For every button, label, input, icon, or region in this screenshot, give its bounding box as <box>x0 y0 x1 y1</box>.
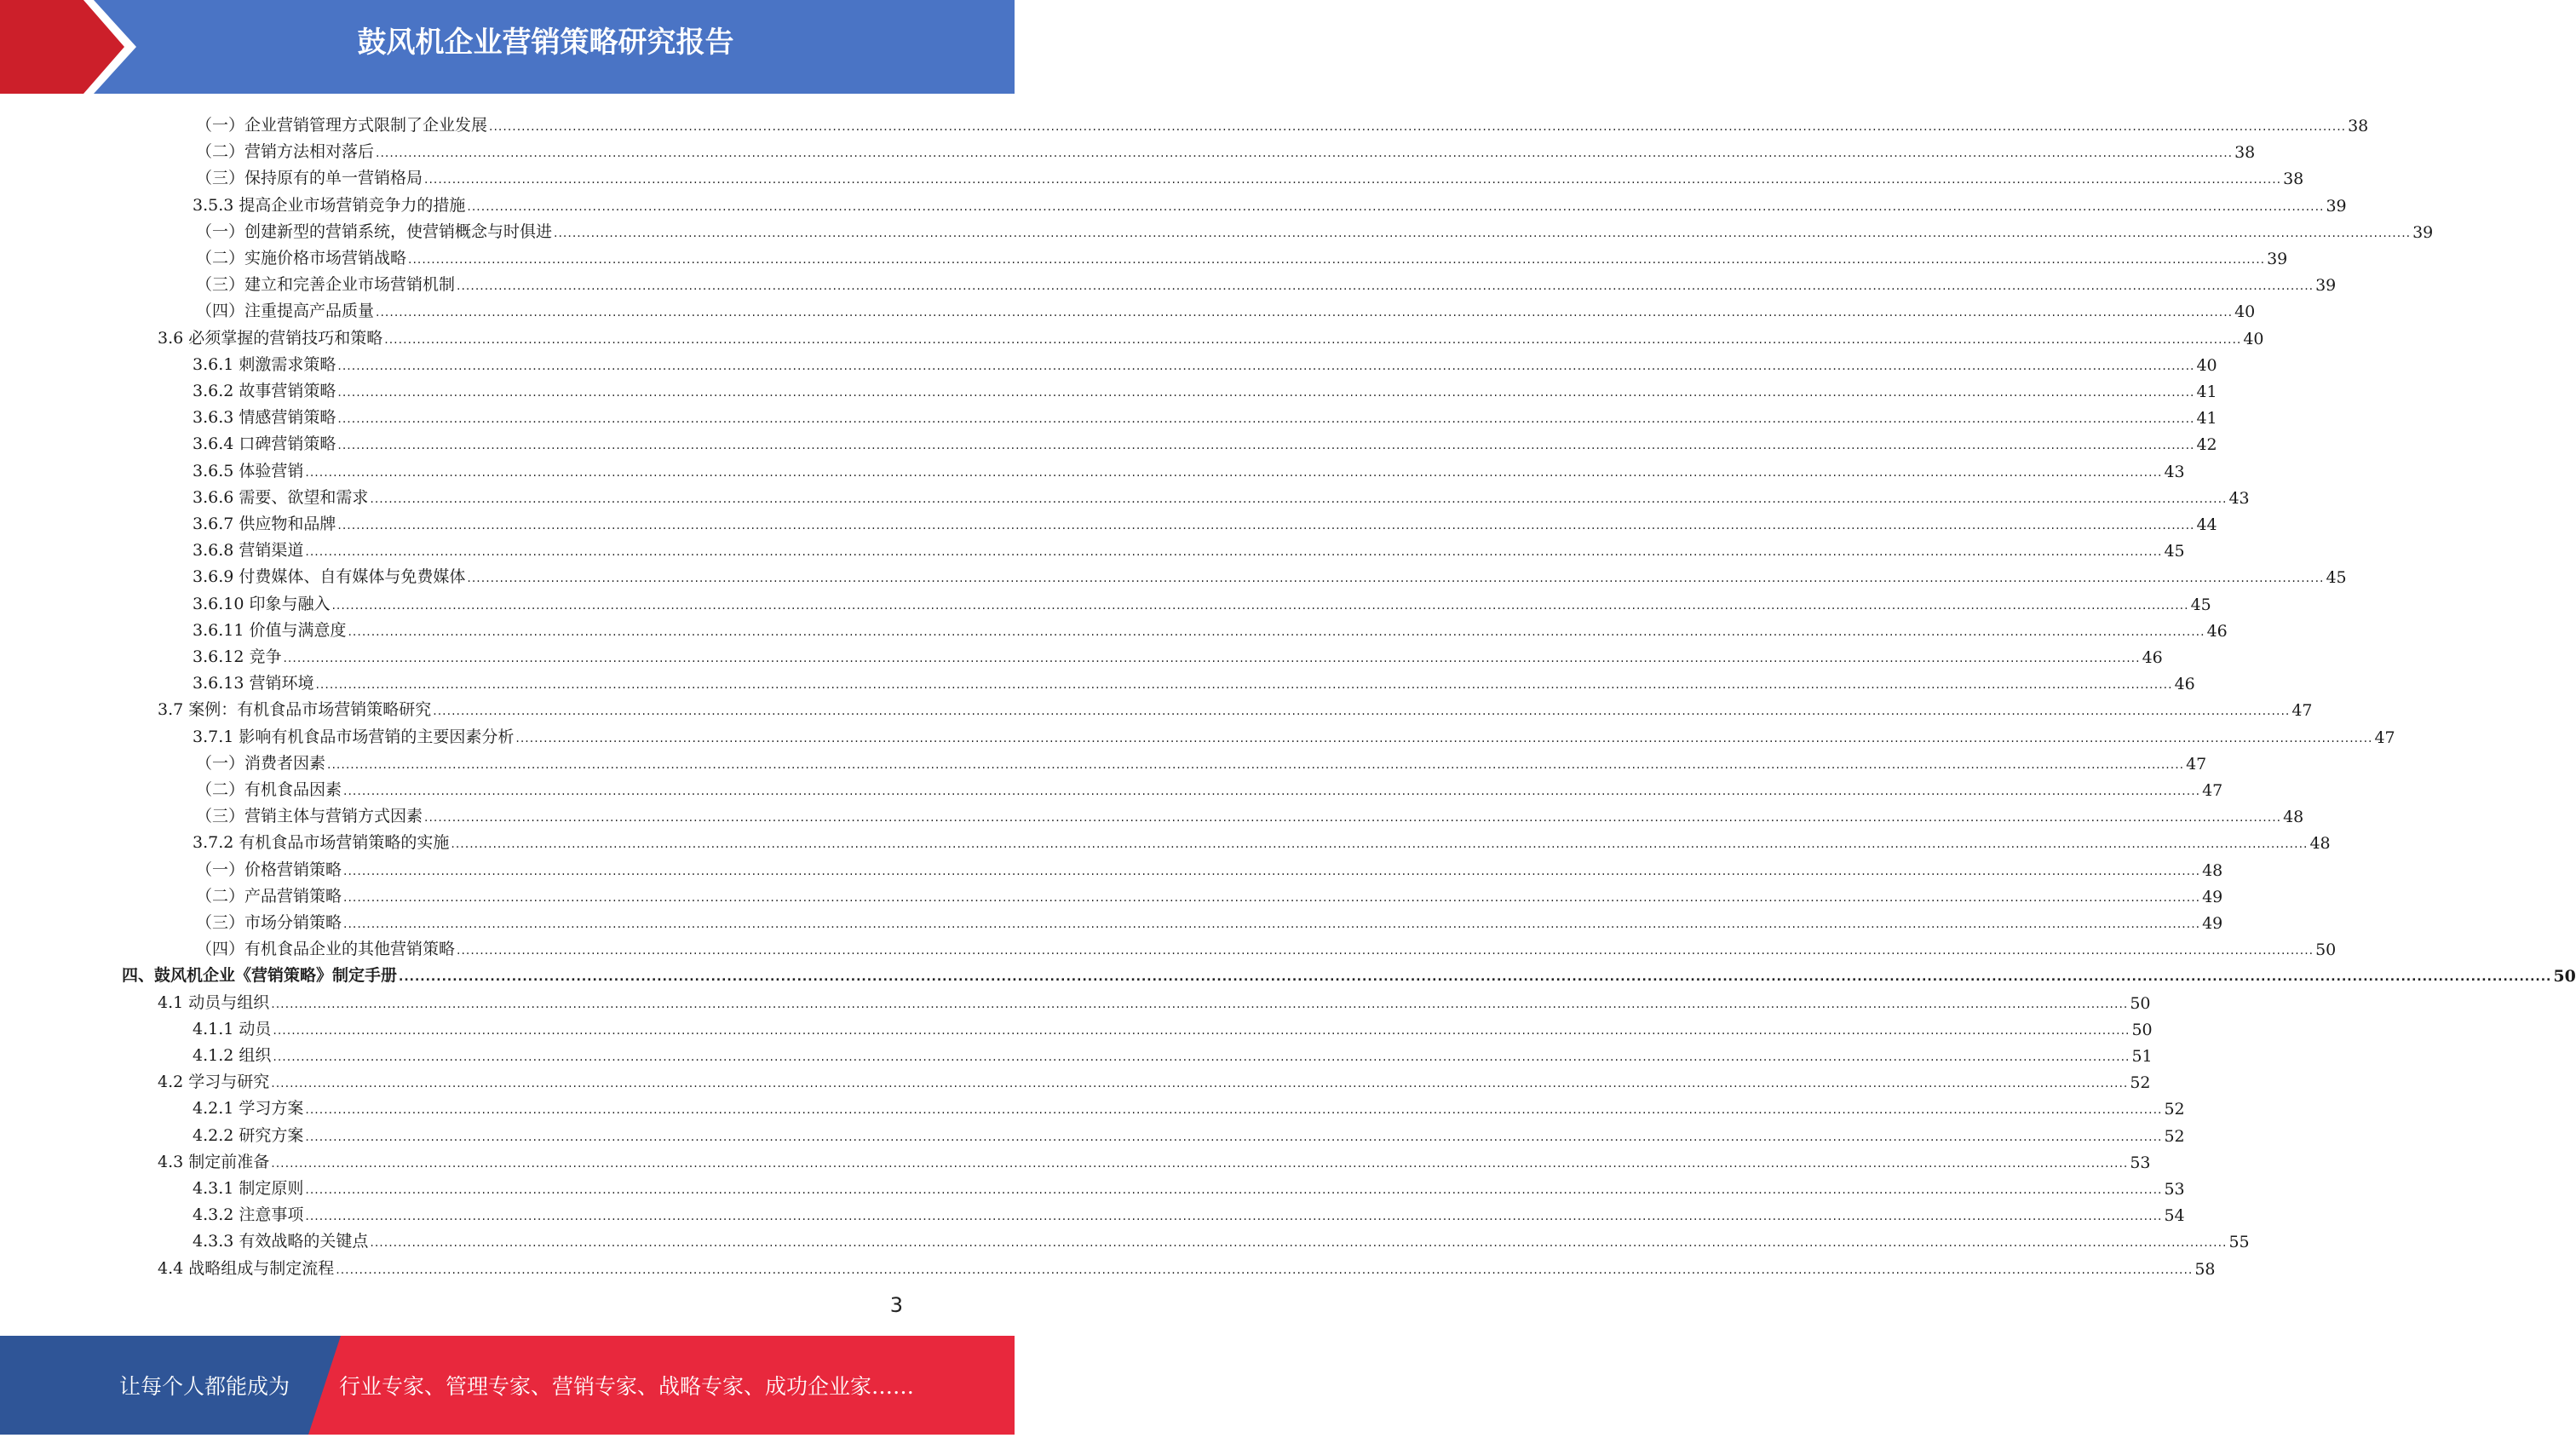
toc-entry-title: 4.1.2 组织 <box>193 1046 272 1065</box>
footer-slogan-right: 行业专家、管理专家、营销专家、战略专家、成功企业家…… <box>339 1374 915 1399</box>
toc-entry-title: 3.6.6 需要、欲望和需求 <box>193 487 369 507</box>
toc-leader-dots: ................................................................................................................................................................................................................................................................................................................................................................................................................ <box>376 306 2234 320</box>
toc-entry-page: 41 <box>2196 409 2217 429</box>
toc-entry[interactable] <box>193 508 2217 534</box>
toc-entry-page: 55 <box>2228 1233 2250 1252</box>
toc-entry-title: 4.2.1 学习方案 <box>193 1099 304 1119</box>
toc-entry-page: 52 <box>2130 1073 2151 1093</box>
toc-entry-page: 38 <box>2348 117 2369 135</box>
toc-entry-page: 46 <box>2206 621 2228 641</box>
toc-entry[interactable] <box>193 1013 2153 1039</box>
toc-entry-title: 4.3.1 制定原则 <box>193 1179 304 1198</box>
toc-entry-title: 3.6.12 竞争 <box>193 647 282 666</box>
toc-entry[interactable] <box>196 774 2223 800</box>
toc-entry-title: 3.6.9 付费媒体、自有媒体与免费媒体 <box>193 567 466 587</box>
toc-entry-page: 53 <box>2164 1180 2185 1199</box>
toc-entry-title: 4.2 学习与研究 <box>158 1073 270 1092</box>
toc-entry-page: 48 <box>2283 808 2304 827</box>
toc-entry-page: 50 <box>2553 967 2576 986</box>
toc-entry-title: （三）营销主体与营销方式因素 <box>196 807 423 826</box>
toc-entry[interactable] <box>193 1225 2250 1252</box>
toc-entry[interactable] <box>122 959 2576 986</box>
toc-entry-title: （一）消费者因素 <box>196 753 326 773</box>
toc-entry-page: 42 <box>2196 435 2217 455</box>
toc-leader-dots: ................................................................................................................................................................................................................................................................................................................................................................................................................ <box>315 678 2173 693</box>
toc-entry-title: 3.5.3 提高企业市场营销竞争力的措施 <box>193 195 466 215</box>
toc-leader-dots: ................................................................................................................................................................................................................................................................................................................................................................................................................ <box>273 1023 2130 1038</box>
toc-leader-dots: ................................................................................................................................................................................................................................................................................................................................................................................................................ <box>384 332 2242 347</box>
toc-entry[interactable] <box>193 428 2217 455</box>
toc-leader-dots: ................................................................................................................................................................................................................................................................................................................................................................................................................ <box>424 173 2282 187</box>
toc-leader-dots: ................................................................................................................................................................................................................................................................................................................................................................................................................ <box>370 1236 2228 1251</box>
toc-leader-dots: ................................................................................................................................................................................................................................................................................................................................................................................................................ <box>337 386 2195 400</box>
toc-leader-dots: ................................................................................................................................................................................................................................................................................................................................................................................................................ <box>271 1077 2129 1091</box>
toc-entry-page: 50 <box>2131 1020 2153 1039</box>
toc-entry-page: 48 <box>2309 834 2331 854</box>
footer-slogan-left: 让每个人都能成为 <box>119 1374 290 1399</box>
toc-leader-dots: ................................................................................................................................................................................................................................................................................................................................................................................................................ <box>336 1263 2194 1277</box>
toc-entry[interactable] <box>193 561 2347 588</box>
toc-entry-title: 3.7 案例：有机食品市场营销策略研究 <box>158 700 432 720</box>
toc-leader-dots: ................................................................................................................................................................................................................................................................................................................................................................................................................ <box>515 731 2373 745</box>
toc-leader-dots: ................................................................................................................................................................................................................................................................................................................................................................................................................ <box>399 970 2552 985</box>
toc-entry-page: 40 <box>2243 329 2264 348</box>
toc-leader-dots: ................................................................................................................................................................................................................................................................................................................................................................................................................ <box>331 598 2189 613</box>
toc-leader-dots: ................................................................................................................................................................................................................................................................................................................................................................................................................ <box>457 944 2314 958</box>
toc-entry-title: 3.6.4 口碑营销策略 <box>193 434 336 454</box>
toc-entry[interactable] <box>196 880 2223 906</box>
toc-entry-page: 39 <box>2326 196 2347 216</box>
toc-entry-page: 45 <box>2190 595 2211 614</box>
toc-leader-dots: ................................................................................................................................................................................................................................................................................................................................................................................................................ <box>433 705 2291 719</box>
toc-entry-page: 47 <box>2374 728 2395 747</box>
page-footer <box>0 1336 1015 1435</box>
toc-entry[interactable] <box>196 242 2288 268</box>
toc-entry-page: 45 <box>2326 568 2347 588</box>
toc-entry[interactable] <box>196 854 2223 880</box>
toc-entry[interactable] <box>193 1199 2185 1226</box>
toc-leader-dots: ................................................................................................................................................................................................................................................................................................................................................................................................................ <box>283 652 2141 665</box>
toc-leader-dots: ................................................................................................................................................................................................................................................................................................................................................................................................................ <box>271 1156 2129 1171</box>
toc-entry-page: 54 <box>2164 1206 2185 1226</box>
toc-entry-title: 3.6.7 供应物和品牌 <box>193 515 336 533</box>
toc-entry[interactable] <box>158 693 2313 721</box>
toc-leader-dots: ................................................................................................................................................................................................................................................................................................................................................................................................................ <box>408 253 2266 267</box>
toc-entry[interactable] <box>196 933 2337 960</box>
toc-entry[interactable] <box>193 667 2195 694</box>
toc-entry-title: （三）建立和完善企业市场营销机制 <box>196 275 456 295</box>
toc-entry-title: （一）价格营销策略 <box>196 860 342 879</box>
toc-entry-title: 4.2.2 研究方案 <box>193 1125 304 1145</box>
toc-entry[interactable] <box>193 375 2217 401</box>
toc-leader-dots: ................................................................................................................................................................................................................................................................................................................................................................................................................ <box>343 785 2201 798</box>
toc-entry-title: （一）企业营销管理方式限制了企业发展 <box>196 116 488 135</box>
toc-entry[interactable] <box>193 826 2331 854</box>
toc-entry[interactable] <box>158 1066 2151 1093</box>
page-number: 3 <box>889 1293 903 1317</box>
toc-entry-title: 4.3 制定前准备 <box>158 1152 270 1171</box>
toc-entry-title: （二）产品营销策略 <box>196 886 342 906</box>
toc-entry-title: 3.6.10 印象与融入 <box>193 594 331 613</box>
toc-entry[interactable] <box>193 534 2185 561</box>
toc-entry-page: 43 <box>2228 488 2250 508</box>
toc-entry-title: （二）营销方法相对落后 <box>196 142 375 162</box>
toc-entry[interactable] <box>193 588 2211 614</box>
toc-entry[interactable] <box>196 268 2337 296</box>
toc-leader-dots: ................................................................................................................................................................................................................................................................................................................................................................................................................ <box>343 864 2201 878</box>
toc-leader-dots: ................................................................................................................................................................................................................................................................................................................................................................................................................ <box>467 199 2325 214</box>
toc-entry[interactable] <box>193 641 2163 667</box>
toc-entry-title: 4.3.2 注意事项 <box>193 1205 304 1225</box>
toc-leader-dots: ................................................................................................................................................................................................................................................................................................................................................................................................................ <box>271 997 2129 1011</box>
toc-entry-title: 4.1 动员与组织 <box>158 992 270 1012</box>
toc-entry-title: （一）创建新型的营销系统，使营销概念与时俱进 <box>196 221 553 241</box>
toc-leader-dots: ................................................................................................................................................................................................................................................................................................................................................................................................................ <box>305 465 2163 480</box>
toc-entry[interactable] <box>196 135 2256 163</box>
toc-entry[interactable] <box>196 800 2304 827</box>
toc-entry-page: 39 <box>2412 222 2434 242</box>
toc-leader-dots: ................................................................................................................................................................................................................................................................................................................................................................................................................ <box>370 492 2228 506</box>
toc-leader-dots: ................................................................................................................................................................................................................................................................................................................................................................................................................ <box>337 439 2195 453</box>
toc-leader-dots: ................................................................................................................................................................................................................................................................................................................................................................................................................ <box>457 279 2314 294</box>
toc-entry-page: 51 <box>2131 1047 2153 1066</box>
toc-entry-title: 3.7.1 影响有机食品市场营销的主要因素分析 <box>193 727 515 746</box>
toc-entry-page: 47 <box>2186 754 2207 774</box>
toc-entry-page: 47 <box>2202 781 2223 800</box>
toc-leader-dots: ................................................................................................................................................................................................................................................................................................................................................................................................................ <box>337 412 2195 427</box>
toc-leader-dots: ................................................................................................................................................................................................................................................................................................................................................................................................................ <box>467 572 2325 586</box>
toc-leader-dots: ................................................................................................................................................................................................................................................................................................................................................................................................................ <box>376 147 2234 161</box>
toc-entry[interactable] <box>193 721 2395 747</box>
toc-entry-title: （二）实施价格市场营销战略 <box>196 249 407 267</box>
toc-entry-title: 3.6.3 情感营销策略 <box>193 408 336 428</box>
toc-entry[interactable] <box>193 348 2217 375</box>
toc-entry-title: （二）有机食品因素 <box>196 780 342 799</box>
toc-entry-page: 38 <box>2234 143 2256 163</box>
toc-leader-dots: ................................................................................................................................................................................................................................................................................................................................................................................................................ <box>305 1183 2163 1197</box>
toc-entry-title: 4.3.3 有效战略的关键点 <box>193 1232 369 1251</box>
toc-entry-page: 38 <box>2283 170 2304 189</box>
toc-entry-page: 45 <box>2164 542 2185 561</box>
toc-entry-title: 4.1.1 动员 <box>193 1019 272 1038</box>
toc-entry[interactable] <box>193 1172 2185 1199</box>
toc-entry[interactable] <box>193 1039 2153 1066</box>
toc-entry-page: 44 <box>2196 515 2217 534</box>
toc-entry[interactable] <box>158 1252 2216 1279</box>
toc-entry[interactable] <box>193 401 2217 429</box>
toc-entry-page: 50 <box>2315 940 2337 960</box>
toc-entry-title: （四）注重提高产品质量 <box>196 302 375 321</box>
toc-entry-title: 3.6.5 体验营销 <box>193 461 304 480</box>
toc-entry-page: 58 <box>2194 1259 2216 1279</box>
document-title: 鼓风机企业营销策略研究报告 <box>357 26 734 60</box>
toc-leader-dots: ................................................................................................................................................................................................................................................................................................................................................................................................................ <box>343 917 2201 931</box>
toc-entry[interactable] <box>158 1146 2151 1172</box>
toc-entry-page: 41 <box>2196 383 2217 401</box>
toc-leader-dots: ................................................................................................................................................................................................................................................................................................................................................................................................................ <box>337 519 2195 532</box>
toc-leader-dots: ................................................................................................................................................................................................................................................................................................................................................................................................................ <box>451 837 2309 852</box>
toc-entry-title: 3.7.2 有机食品市场营销策略的实施 <box>193 833 450 853</box>
toc-entry-page: 46 <box>2142 648 2163 667</box>
toc-leader-dots: ................................................................................................................................................................................................................................................................................................................................................................................................................ <box>343 890 2201 905</box>
toc-entry[interactable] <box>196 162 2304 189</box>
toc-entry-title: 3.6.8 营销渠道 <box>193 541 304 561</box>
toc-entry-page: 50 <box>2130 993 2151 1013</box>
toc-entry-page: 49 <box>2202 914 2223 933</box>
toc-entry-page: 39 <box>2267 250 2288 268</box>
toc-entry-page: 52 <box>2164 1100 2185 1119</box>
toc-leader-dots: ................................................................................................................................................................................................................................................................................................................................................................................................................ <box>489 120 2347 134</box>
toc-entry[interactable] <box>196 109 2369 135</box>
toc-entry[interactable] <box>196 906 2223 933</box>
toc-entry-title: （四）有机食品企业的其他营销策略 <box>196 940 456 959</box>
toc-leader-dots: ................................................................................................................................................................................................................................................................................................................................................................................................................ <box>554 226 2412 240</box>
toc-entry-page: 48 <box>2202 860 2223 880</box>
toc-entry-title: 3.6 必须掌握的营销技巧和策略 <box>158 328 383 348</box>
toc-entry[interactable] <box>196 295 2256 322</box>
toc-entry-page: 43 <box>2164 462 2185 481</box>
toc-leader-dots: ................................................................................................................................................................................................................................................................................................................................................................................................................ <box>348 624 2205 639</box>
toc-entry-title: 4.4 战略组成与制定流程 <box>158 1258 335 1278</box>
toc-entry-page: 40 <box>2234 302 2256 322</box>
toc-entry-page: 47 <box>2291 701 2313 721</box>
page-header <box>0 0 1015 94</box>
toc-entry-page: 46 <box>2174 675 2195 694</box>
toc-leader-dots: ................................................................................................................................................................................................................................................................................................................................................................................................................ <box>305 1103 2163 1118</box>
toc-leader-dots: ................................................................................................................................................................................................................................................................................................................................................................................................................ <box>305 545 2163 560</box>
toc-entry[interactable] <box>193 455 2185 481</box>
toc-entry[interactable] <box>193 1119 2185 1146</box>
toc-entry-page: 53 <box>2130 1153 2151 1172</box>
toc-entry[interactable] <box>193 1092 2185 1119</box>
toc-entry[interactable] <box>193 481 2250 508</box>
toc-entry-title: 3.6.11 价值与满意度 <box>193 620 347 640</box>
toc-entry[interactable] <box>196 747 2207 774</box>
toc-leader-dots: ................................................................................................................................................................................................................................................................................................................................................................................................................ <box>305 1130 2163 1144</box>
toc-entry-title: 3.6.13 营销环境 <box>193 674 314 693</box>
toc-entry-page: 52 <box>2164 1126 2185 1146</box>
toc-entry[interactable] <box>196 216 2434 242</box>
toc-entry-title: 3.6.1 刺激需求策略 <box>193 354 336 374</box>
toc-entry-page: 49 <box>2202 887 2223 906</box>
toc-leader-dots: ................................................................................................................................................................................................................................................................................................................................................................................................................ <box>305 1210 2163 1224</box>
toc-leader-dots: ................................................................................................................................................................................................................................................................................................................................................................................................................ <box>337 359 2195 373</box>
toc-leader-dots: ................................................................................................................................................................................................................................................................................................................................................................................................................ <box>424 811 2282 825</box>
toc-entry-page: 40 <box>2196 355 2217 375</box>
toc-entry[interactable] <box>193 189 2347 216</box>
toc-entry[interactable] <box>158 322 2264 348</box>
toc-entry-title: 四、鼓风机企业《营销策略》制定手册 <box>122 966 398 986</box>
toc-entry-title: （三）市场分销策略 <box>196 913 342 932</box>
toc-entry-page: 39 <box>2315 276 2337 296</box>
toc-entry-title: （三）保持原有的单一营销格局 <box>196 169 423 188</box>
toc-leader-dots: ................................................................................................................................................................................................................................................................................................................................................................................................................ <box>273 1050 2130 1064</box>
toc-entry-title: 3.6.2 故事营销策略 <box>193 382 336 400</box>
toc-leader-dots: ................................................................................................................................................................................................................................................................................................................................................................................................................ <box>327 757 2185 772</box>
toc-entry[interactable] <box>158 986 2151 1013</box>
toc-entry[interactable] <box>193 614 2228 641</box>
